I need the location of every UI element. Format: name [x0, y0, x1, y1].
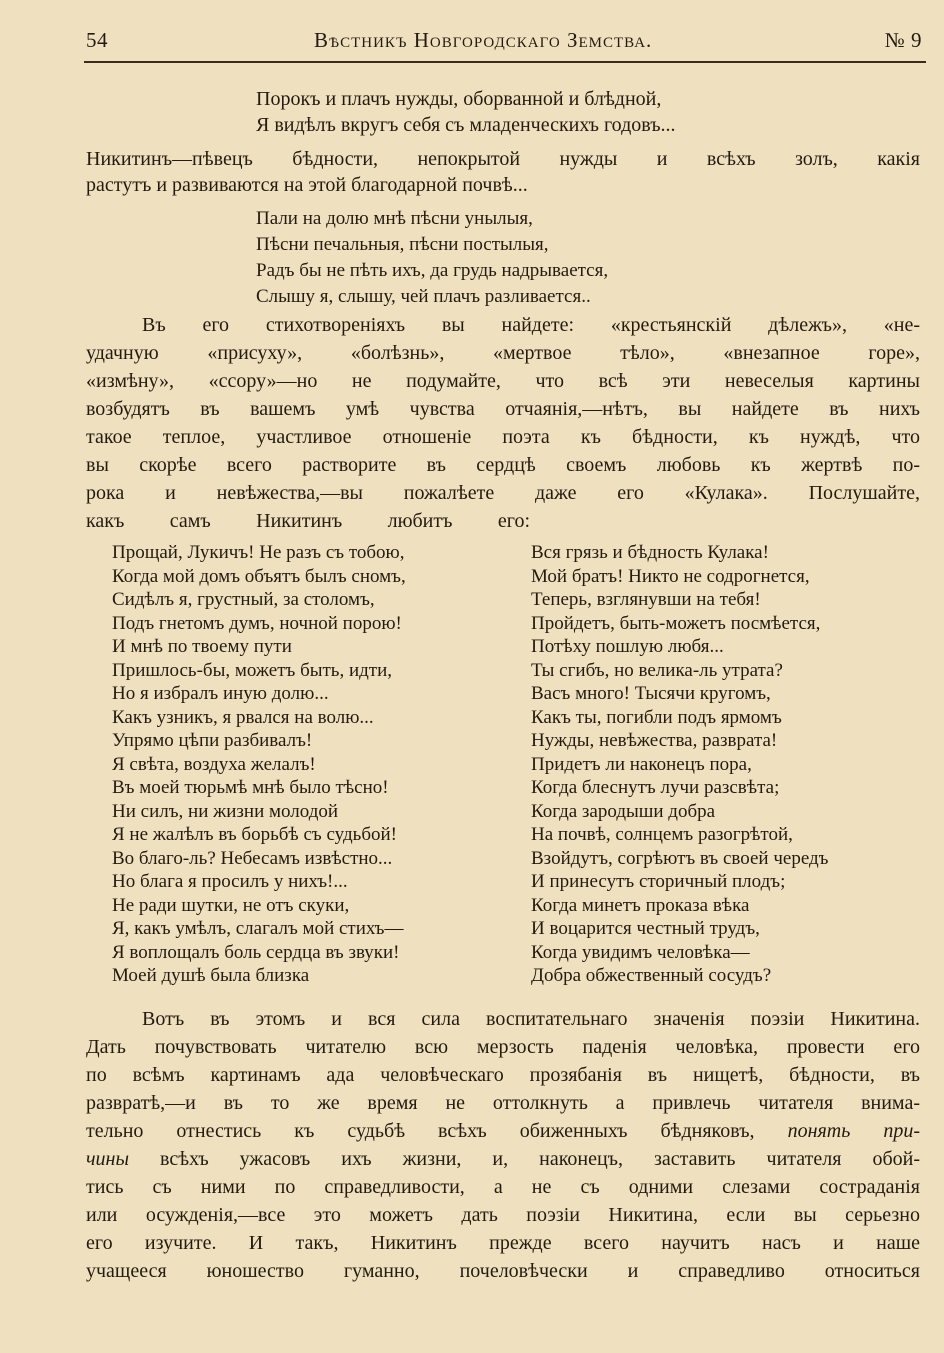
- verse-line: Я не жалѣлъ въ борьбѣ съ судьбой!: [112, 824, 397, 845]
- verse-line: И принесутъ сторичный плодъ;: [531, 871, 786, 892]
- emphasis: чины: [86, 1148, 130, 1170]
- text-line: учащееся юношество гуманно, почеловѣчески и справедливо относиться: [86, 1260, 920, 1282]
- verse-line: Ты сгибъ, но велика-ль утрата?: [531, 659, 783, 681]
- verse-line: Взойдутъ, согрѣютъ въ своей чередъ: [531, 847, 829, 869]
- verse-line: Добра обжественный сосудъ?: [531, 965, 772, 986]
- text-line: «измѣну», «ссору»—но не подумайте, что всѣ эти невеселыя картины: [86, 370, 920, 392]
- verse-line: Сидѣлъ я, грустный, за столомъ,: [112, 589, 375, 610]
- verse-line: Не ради шутки, не отъ скуки,: [112, 894, 350, 916]
- text-line: Вотъ въ этомъ и вся сила воспитательнаго значенія поэзіи Никитина.: [142, 1008, 920, 1030]
- verse-line: Я, какъ умѣлъ, слагалъ мой стихъ—: [112, 918, 404, 939]
- verse-line: Какъ ты, погибли подъ ярмомъ: [531, 706, 782, 728]
- verse-line: Теперь, взглянувши на тебя!: [531, 589, 761, 610]
- journal-title: Вѣстникъ Новгородскаго Земства.: [314, 28, 653, 52]
- header-rule: [84, 61, 926, 63]
- text-line: вы скорѣе всего растворите въ сердцѣ своемъ любовь къ жертвѣ по-: [86, 454, 920, 476]
- text-span: тельно отнестись къ судьбѣ всѣхъ обиженныхъ бѣдняковъ,: [86, 1120, 755, 1142]
- verse-line: Когда зародыши добра: [531, 800, 716, 822]
- text-line: такое теплое, участливое отношеніе поэта къ бѣдности, къ нуждѣ, что: [86, 426, 920, 448]
- text-line: Въ его стихотвореніяхъ вы найдете: «крестьянскій дѣлежъ», «не-: [142, 314, 920, 336]
- text-line: тись съ ними по справедливости, а не съ одними слезами состраданія: [86, 1176, 920, 1198]
- verse-line: Я воплощалъ боль сердца въ звуки!: [112, 941, 400, 963]
- emphasis: понять при-: [787, 1120, 920, 1142]
- text-line: развратѣ,—и въ то же время не оттолкнуть а привлечь читателя внима-: [86, 1092, 920, 1114]
- verse-line: Но я избралъ иную долю...: [112, 683, 329, 704]
- issue-number: № 9: [884, 28, 922, 52]
- text-line: по всѣмъ картинамъ ада человѣческаго прозябанія въ нищетѣ, бѣдности, въ: [86, 1064, 920, 1086]
- text-line: его изучите. И такъ, Никитинъ прежде всего научитъ насъ и наше: [86, 1232, 920, 1254]
- epigraph-line: Я видѣлъ вкругъ себя съ младенческихъ годовъ...: [256, 114, 676, 136]
- text-line: [86, 1146, 920, 1172]
- verse-line: Пройдетъ, быть-можетъ посмѣется,: [531, 612, 821, 634]
- verse-line: Когда увидимъ человѣка—: [531, 941, 750, 963]
- text-line: Дать почувствовать читателю всю мерзость паденія человѣка, провести его: [86, 1036, 920, 1058]
- verse-line: Когда блеснутъ лучи разсвѣта;: [531, 777, 780, 798]
- verse-line: Когда минетъ проказа вѣка: [531, 894, 750, 916]
- verse-line: Пали на долю мнѣ пѣсни унылыя,: [256, 208, 533, 229]
- verse-line: И мнѣ по твоему пути: [112, 636, 292, 657]
- verse-line: Моей душѣ была близка: [112, 965, 310, 986]
- verse-line: Когда мой домъ объятъ былъ сномъ,: [112, 565, 406, 587]
- text-line: какъ самъ Никитинъ любитъ его:: [86, 510, 530, 532]
- verse-line: И воцарится честный трудъ,: [531, 918, 760, 939]
- verse-line: Мой братъ! Никто не содрогнется,: [531, 565, 810, 587]
- verse-line: Придетъ ли наконецъ пора,: [531, 753, 752, 775]
- verse-line: Ни силъ, ни жизни молодой: [112, 800, 339, 822]
- verse-line: Нужды, невѣжества, разврата!: [531, 730, 778, 751]
- text-line: или осужденія,—все это можетъ дать поэзіи Никитина, если вы серьезно: [86, 1204, 920, 1226]
- verse-line: Пѣсни печальныя, пѣсни постылыя,: [256, 234, 549, 255]
- text-line: Никитинъ—пѣвецъ бѣдности, непокрытой нужды и всѣхъ золъ, какія: [86, 148, 920, 170]
- verse-line: Упрямо цѣпи разбивалъ!: [112, 730, 313, 751]
- verse-line: Прощай, Лукичъ! Не разъ съ тобою,: [112, 542, 405, 563]
- text-line: возбудятъ въ вашемъ умѣ чувства отчаянія,—нѣтъ, вы найдете въ нихъ: [86, 398, 920, 420]
- epigraph-line: Порокъ и плачъ нужды, оборванной и блѣдной,: [256, 88, 662, 110]
- verse-line: Вся грязь и бѣдность Кулака!: [531, 542, 769, 563]
- running-header: [86, 28, 922, 58]
- page-number: 54: [86, 28, 108, 52]
- verse-line: Подъ гнетомъ думъ, ночной порою!: [112, 612, 402, 634]
- verse-line: Во благо-ль? Небесамъ извѣстно...: [112, 847, 393, 869]
- verse-line: Я свѣта, воздуха желалъ!: [112, 753, 316, 775]
- verse-line: Пришлось-бы, можетъ быть, идти,: [112, 659, 393, 681]
- verse-line: Но блага я просилъ у нихъ!...: [112, 871, 348, 892]
- text-line: [86, 1118, 920, 1144]
- verse-line: Васъ много! Тысячи кругомъ,: [531, 683, 771, 704]
- text-line: растутъ и развиваются на этой благодарной почвѣ...: [86, 174, 528, 196]
- verse-line: Радъ бы не пѣть ихъ, да грудь надрывается,: [256, 260, 609, 281]
- text-span: всѣхъ ужасовъ ихъ жизни, и, наконецъ, заставить читателя обой-: [160, 1148, 920, 1170]
- text-line: удачную «присуху», «болѣзнь», «мертвое тѣло», «внезапное горе»,: [86, 342, 920, 364]
- verse-line: На почвѣ, солнцемъ разогрѣтой,: [531, 824, 793, 845]
- verse-line: Слышу я, слышу, чей плачъ разливается..: [256, 286, 591, 307]
- text-line: рока и невѣжества,—вы пожалѣете даже его «Кулака». Послушайте,: [86, 482, 920, 504]
- verse-line: Какъ узникъ, я рвался на волю...: [112, 706, 374, 728]
- verse-line: Въ моей тюрьмѣ мнѣ было тѣсно!: [112, 777, 389, 798]
- verse-line: Потѣху пошлую любя...: [531, 636, 724, 657]
